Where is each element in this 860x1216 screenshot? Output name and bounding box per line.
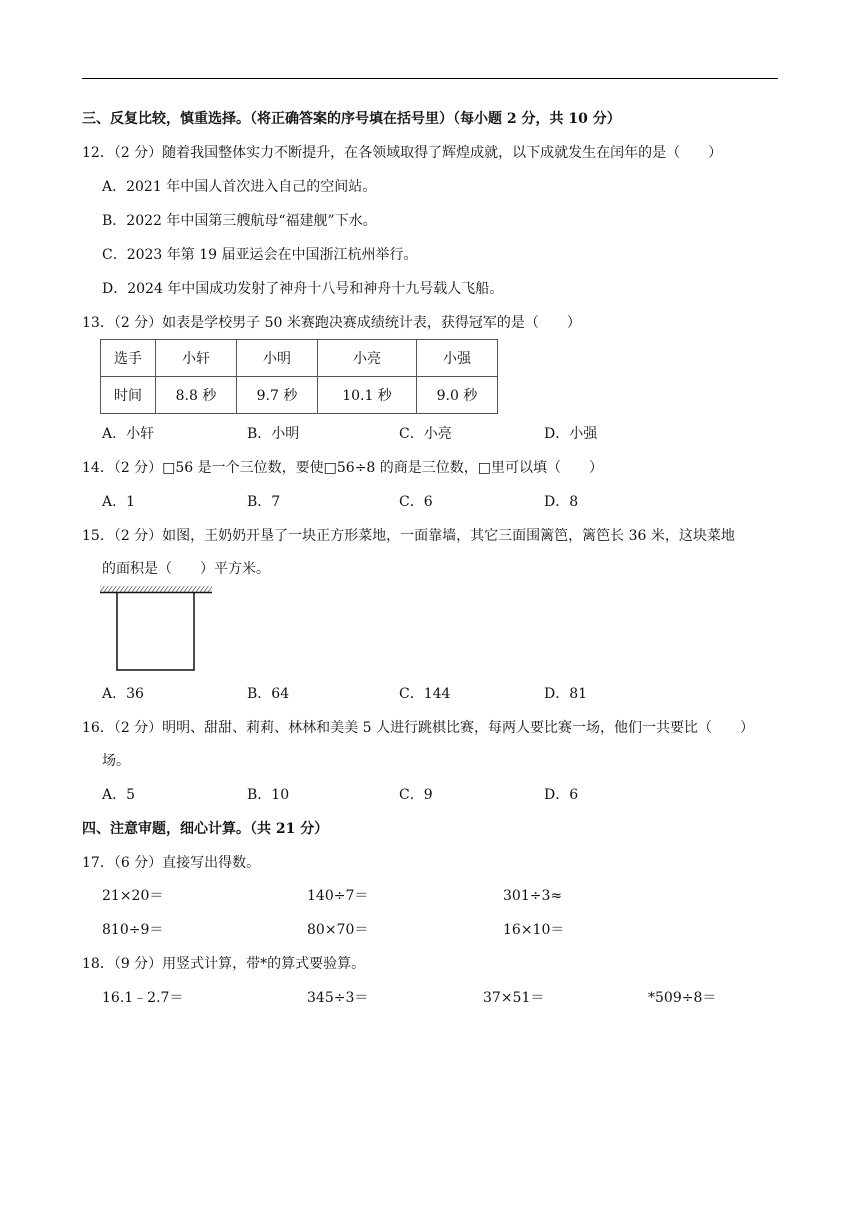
q18-item: 37×51＝ xyxy=(483,990,545,1006)
q15-stem-line1: 15．（2 分）如图，王奶奶开垦了一块正方形菜地，一面靠墙，其它三面围篱笆，篱笆长 36 米，这块菜地 xyxy=(82,528,735,544)
q13-stem: 13．（2 分）如表是学校男子 50 米赛跑决赛成绩统计表，获得冠军的是（ ） xyxy=(82,315,581,331)
wall-hatch xyxy=(100,586,212,592)
q12-option-b: B．2022 年中国第三艘航母“福建舰”下水。 xyxy=(102,213,377,229)
q15-option-d: D．81 xyxy=(544,686,588,702)
q14-option-d: D．8 xyxy=(544,494,579,510)
section3-title: 三、反复比较，慎重选择。（将正确答案的序号填在括号里）（每小题 2 分，共 10 分） xyxy=(82,111,621,127)
q17-item: 301÷3≈ xyxy=(503,888,563,904)
q17-item: 810÷9＝ xyxy=(102,922,164,938)
q13-option-b: B．小明 xyxy=(247,426,300,442)
q16-option-a: A．5 xyxy=(102,787,136,803)
section4-title: 四、注意审题，细心计算。（共 21 分） xyxy=(82,821,329,837)
table-row xyxy=(101,377,498,414)
q18-stem: 18．（9 分）用竖式计算，带*的算式要验算。 xyxy=(82,956,366,972)
table-header-cell: 小轩 xyxy=(156,340,237,377)
q14-option-c: C．6 xyxy=(399,494,433,510)
q17-stem: 17．（6 分）直接写出得数。 xyxy=(82,855,261,871)
table-header-cell: 小明 xyxy=(237,340,318,377)
table-row xyxy=(101,340,498,377)
q15-option-c: C．144 xyxy=(399,686,451,702)
q16-option-c: C．9 xyxy=(399,787,433,803)
table-header-cell: 小亮 xyxy=(318,340,417,377)
q18-item: 16.1﹣2.7＝ xyxy=(102,990,184,1006)
q15-option-b: B．64 xyxy=(247,686,290,702)
q12-option-c: C．2023 年第 19 届亚运会在中国浙江杭州举行。 xyxy=(102,247,418,263)
q15-option-a: A．36 xyxy=(102,686,144,702)
fence-outline xyxy=(117,593,194,670)
q16-stem-line2: 场。 xyxy=(102,753,130,769)
q13-option-a: A．小轩 xyxy=(102,426,155,442)
q16-option-d: D．6 xyxy=(544,787,579,803)
table-header-cell: 选手 xyxy=(101,340,156,377)
score-table xyxy=(100,339,498,414)
table-cell: 8.8 秒 xyxy=(156,377,237,414)
q14-option-a: A．1 xyxy=(102,494,136,510)
q14-option-b: B．7 xyxy=(247,494,281,510)
table-header-cell: 小强 xyxy=(417,340,498,377)
table-cell: 9.7 秒 xyxy=(237,377,318,414)
q17-item: 140÷7＝ xyxy=(307,888,369,904)
garden-diagram xyxy=(100,586,212,674)
q12-option-a: A．2021 年中国人首次进入自己的空间站。 xyxy=(102,179,377,195)
q17-item: 80×70＝ xyxy=(307,922,369,938)
table-cell: 时间 xyxy=(101,377,156,414)
header-rule xyxy=(82,78,778,79)
q18-item: 345÷3＝ xyxy=(307,990,369,1006)
q13-option-d: D．小强 xyxy=(544,426,598,442)
q16-stem-line1: 16．（2 分）明明、甜甜、莉莉、林林和美美 5 人进行跳棋比赛，每两人要比赛一场，他们一共要比（ ） xyxy=(82,720,754,736)
q13-option-c: C．小亮 xyxy=(399,426,452,442)
table-cell: 10.1 秒 xyxy=(318,377,417,414)
q14-stem: 14．（2 分）□56 是一个三位数，要使□56÷8 的商是三位数，□里可以填（ ） xyxy=(82,460,604,476)
q16-option-b: B．10 xyxy=(247,787,290,803)
q18-item: *509÷8＝ xyxy=(648,990,717,1006)
q17-item: 21×20＝ xyxy=(102,888,164,904)
table-cell: 9.0 秒 xyxy=(417,377,498,414)
q12-option-d: D．2024 年中国成功发射了神舟十八号和神舟十九号载人飞船。 xyxy=(102,281,504,297)
q12-stem: 12．（2 分）随着我国整体实力不断提升，在各领域取得了辉煌成就，以下成就发生在闰年的是（ ） xyxy=(82,145,723,161)
q15-stem-line2: 的面积是（ ）平方米。 xyxy=(102,561,270,577)
q17-item: 16×10＝ xyxy=(503,922,565,938)
